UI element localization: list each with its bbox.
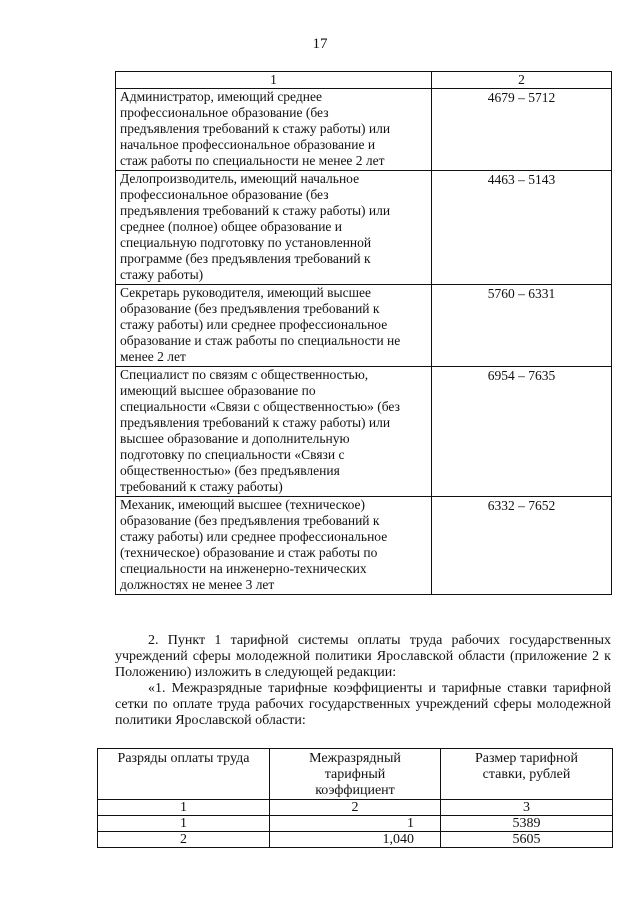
table-row xyxy=(116,285,612,367)
description-line: предъявления требований к стажу работы) или xyxy=(120,415,391,430)
description-line: (техническое) образование и стаж работы по xyxy=(120,545,378,560)
position-description xyxy=(116,367,432,497)
description-line: предъявления требований к стажу работы) или xyxy=(120,203,391,218)
description-line: предъявления требований к стажу работы) или xyxy=(120,121,391,136)
description-line: образование (без предъявления требований к xyxy=(120,513,380,528)
description-line: начальное профессиональное образование и xyxy=(120,137,376,152)
paragraph-amendment: 2. Пункт 1 тарифной системы оплаты труда рабочих государственных учреждений сферы молодежной политики Ярославской области (приложение 2 к Положению) изложить в следующей редакции: xyxy=(115,633,611,680)
header-grade: Разряды оплаты труда xyxy=(98,749,270,800)
description-line: высшее образование и дополнительную xyxy=(120,431,350,446)
description-line: Механик, имеющий высшее (техническое) xyxy=(120,497,366,512)
paragraph-tariff-intro: «1. Межразрядные тарифные коэффициенты и тарифные ставки тарифной сетки по оплате труда рабочих государственных учреждений сферы молодежной политики Ярославской области: xyxy=(115,681,611,728)
tariff-grid-table xyxy=(97,748,613,848)
description-line: программе (без предъявления требований к xyxy=(120,251,371,266)
index-cell: 2 xyxy=(270,800,441,816)
tariff-row xyxy=(98,816,613,832)
index-cell: 3 xyxy=(441,800,613,816)
description-line: образование и стаж работы по специальности не xyxy=(120,333,401,348)
salary-range: 4463 – 5143 xyxy=(432,171,612,285)
grade-cell: 1 xyxy=(98,816,270,832)
tariff-row xyxy=(98,832,613,848)
table-row xyxy=(116,497,612,595)
table-header-row xyxy=(98,749,613,800)
salary-range: 4679 – 5712 xyxy=(432,89,612,171)
position-description xyxy=(116,285,432,367)
position-description xyxy=(116,89,432,171)
description-line: профессиональное образование (без xyxy=(120,105,329,120)
position-description xyxy=(116,171,432,285)
description-line: среднее (полное) общее образование и xyxy=(120,219,343,234)
index-cell: 1 xyxy=(98,800,270,816)
coefficient-cell: 1,040 xyxy=(270,832,441,848)
header-coefficient-label: Межразрядный тарифный коэффициент xyxy=(309,751,401,798)
description-line: имеющий высшее образование по xyxy=(120,383,316,398)
salary-range: 6954 – 7635 xyxy=(432,367,612,497)
salary-range: 5760 – 6331 xyxy=(432,285,612,367)
description-line: специальности на инженерно-технических xyxy=(120,561,367,576)
rate-cell: 5389 xyxy=(441,816,613,832)
description-line: подготовку по специальности «Связи с xyxy=(120,447,345,462)
description-line: стаж работы по специальности не менее 2 лет xyxy=(120,153,385,168)
header-coefficient xyxy=(270,749,441,800)
description-line: стажу работы) или среднее профессиональное xyxy=(120,529,388,544)
description-line: требований к стажу работы) xyxy=(120,479,283,494)
description-line: профессиональное образование (без xyxy=(120,187,329,202)
salary-range: 6332 – 7652 xyxy=(432,497,612,595)
coefficient-cell: 1 xyxy=(270,816,441,832)
grade-cell: 2 xyxy=(98,832,270,848)
table-row xyxy=(116,171,612,285)
header-rate-label: Размер тарифной ставки, рублей xyxy=(475,751,578,782)
column-header-2: 2 xyxy=(432,72,612,89)
rate-cell: 5605 xyxy=(441,832,613,848)
column-index-row xyxy=(98,800,613,816)
position-description xyxy=(116,497,432,595)
description-line: Администратор, имеющий среднее xyxy=(120,89,322,104)
table-row xyxy=(116,89,612,171)
description-line: Специалист по связям с общественностью, xyxy=(120,367,369,382)
column-header-1: 1 xyxy=(116,72,432,89)
description-line: Делопроизводитель, имеющий начальное xyxy=(120,171,360,186)
description-line: менее 2 лет xyxy=(120,349,186,364)
positions-salary-table xyxy=(115,71,612,595)
description-line: должностях не менее 3 лет xyxy=(120,577,275,592)
table-header-row xyxy=(116,72,612,89)
description-line: специальности «Связи с общественностью» (без xyxy=(120,399,400,414)
description-line: образование (без предъявления требований к xyxy=(120,301,380,316)
page-number: 17 xyxy=(312,36,328,52)
table-row xyxy=(116,367,612,497)
header-rate xyxy=(441,749,613,800)
description-line: общественностью» (без предъявления xyxy=(120,463,340,478)
description-line: стажу работы) или среднее профессиональное xyxy=(120,317,388,332)
description-line: Секретарь руководителя, имеющий высшее xyxy=(120,285,371,300)
description-line: специальную подготовку по установленной xyxy=(120,235,372,250)
description-line: стажу работы) xyxy=(120,267,204,282)
